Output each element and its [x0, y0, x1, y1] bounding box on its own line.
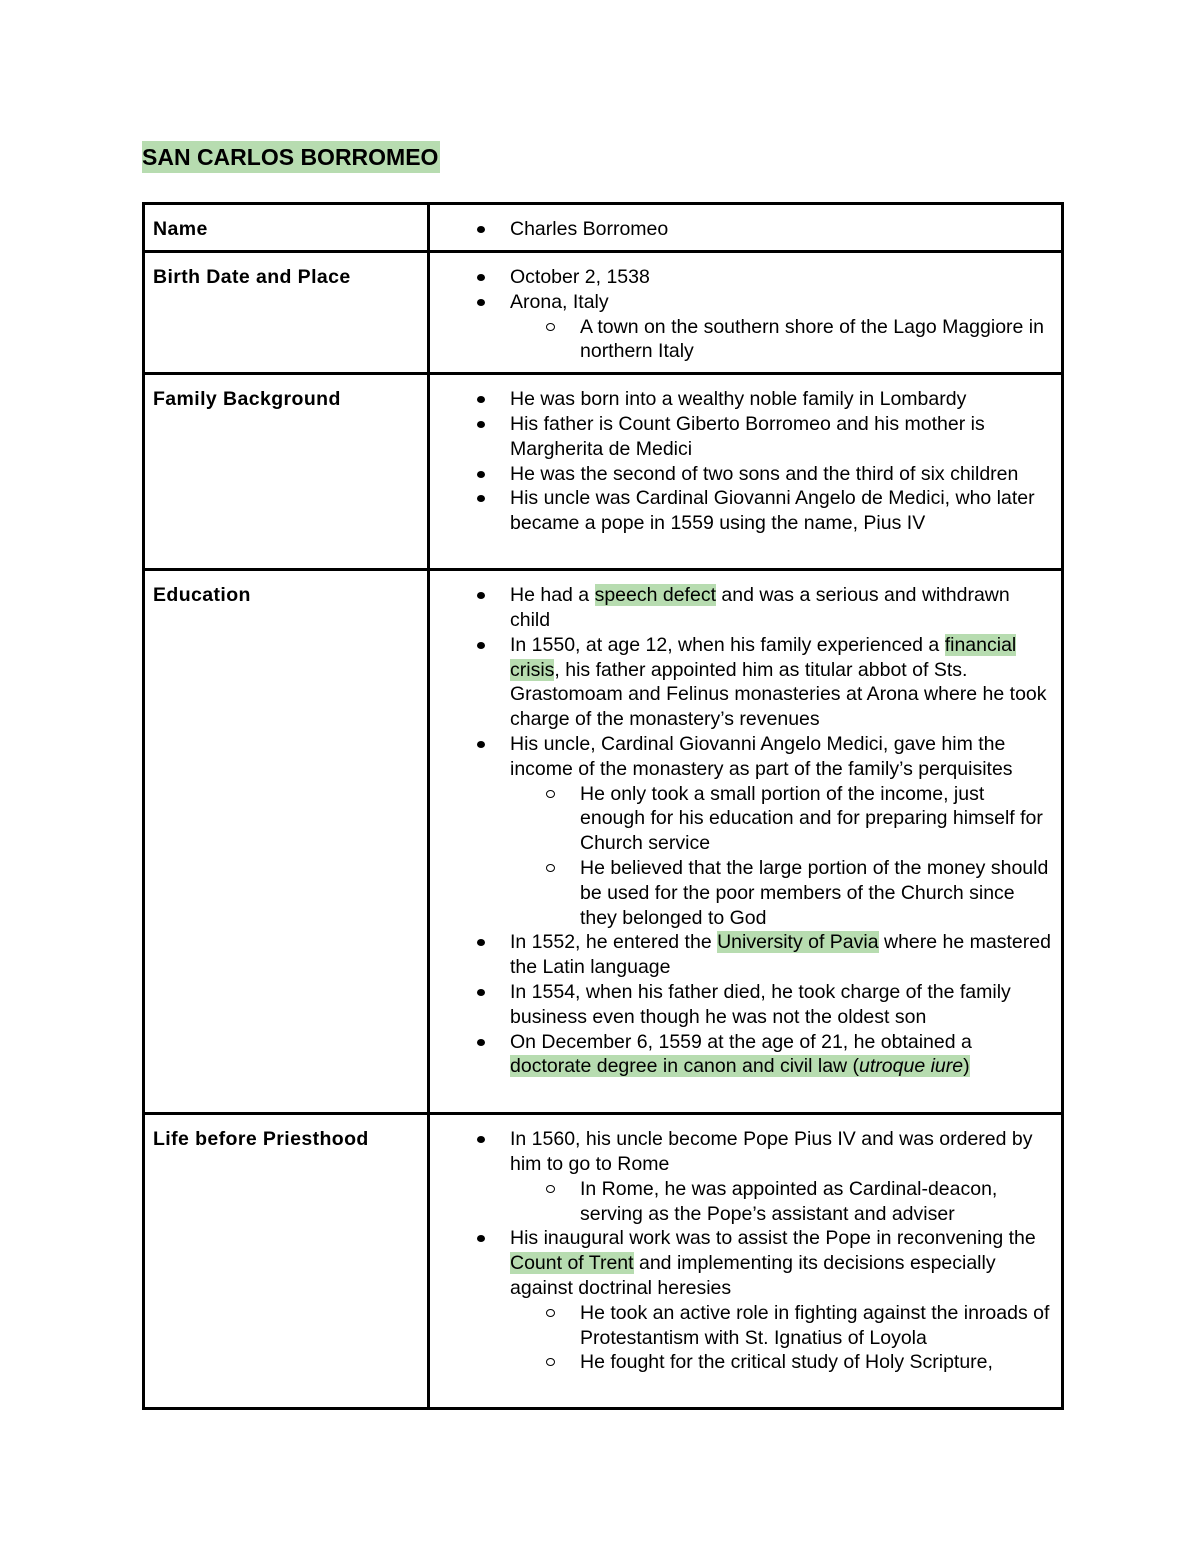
bullet-list: [430, 375, 1061, 544]
sub-bullet-list: [510, 1177, 1051, 1227]
table-row: [144, 374, 1063, 570]
text-segment: where he mastered the Latin language: [510, 931, 1051, 979]
text-segment: He was born into a wealthy noble family in Lombardy: [510, 388, 967, 411]
table-row: [144, 1114, 1063, 1409]
row-label-cell: [144, 204, 429, 252]
highlighted-text: doctorate degree in canon and civil law (: [510, 1055, 860, 1078]
text-segment: He took an active role in fighting against the inroads of Protestantism with St. Ignatius of Loyola: [580, 1301, 1050, 1349]
text-segment: October 2, 1538: [510, 266, 650, 288]
document-title: SAN CARLOS BORROMEO: [142, 141, 440, 173]
table-row: [144, 204, 1063, 252]
bullet-list: [430, 205, 1061, 250]
list-item: [430, 980, 1051, 1030]
info-table: [142, 202, 1064, 1410]
bullet-list: [430, 1115, 1061, 1383]
text-segment: His uncle was Cardinal Giovanni Angelo de Medici, who later became a pope in 1559 using the name, Pius IV: [510, 487, 1035, 535]
row-label: Name: [153, 218, 208, 240]
text-segment: Arona, Italy: [510, 290, 609, 313]
text-segment: A town on the southern shore of the Lago Maggiore in northern Italy: [580, 315, 1044, 363]
text-segment: In 1560, his uncle become Pope Pius IV and was ordered by him to go to Rome: [510, 1128, 1033, 1175]
text-segment: In 1550, at age 12, when his family experienced a: [510, 633, 945, 656]
list-item: [430, 930, 1051, 980]
list-item: [430, 217, 1051, 242]
text-segment: He only took a small portion of the income, just enough for his education and for preparing himself for Church service: [580, 782, 1043, 855]
row-label-cell: [144, 570, 429, 1114]
bullet-list: [430, 571, 1061, 1087]
highlighted-text: University of Pavia: [717, 931, 879, 954]
list-item: [430, 732, 1051, 930]
text-segment: He had a: [510, 584, 595, 607]
list-item: [430, 462, 1051, 487]
row-content-cell: [429, 374, 1063, 570]
info-table-body: [144, 204, 1063, 1409]
list-item: [430, 412, 1051, 462]
highlighted-text: Count of Trent: [510, 1252, 634, 1275]
highlighted-text: utroque iure: [859, 1055, 964, 1078]
text-segment: His inaugural work was to assist the Pope in reconvening the: [510, 1227, 1036, 1250]
list-item: [430, 265, 1051, 290]
text-segment: and was a serious and withdrawn child: [510, 584, 1010, 631]
highlighted-text: financial crisis: [510, 633, 1017, 681]
row-label-cell: [144, 374, 429, 570]
text-segment: In 1552, he entered the: [510, 931, 718, 954]
text-segment: He fought for the critical study of Holy Scripture,: [580, 1351, 993, 1374]
text-segment: He was the second of two sons and the third of six children: [510, 462, 1019, 485]
sub-list-item: [510, 315, 1051, 365]
row-content-cell: [429, 204, 1063, 252]
text-segment: and implementing its decisions especially against doctrinal heresies: [510, 1252, 996, 1299]
row-label: Family Background: [153, 388, 341, 411]
bullet-list: [430, 253, 1061, 372]
sub-list-item: [510, 1177, 1051, 1227]
list-item: [430, 387, 1051, 412]
list-item: [430, 1127, 1051, 1226]
table-row: [144, 252, 1063, 374]
row-label: Life before Priesthood: [153, 1128, 369, 1151]
sub-list-item: [510, 1350, 1051, 1375]
text-segment: On December 6, 1559 at the age of 21, he obtained a: [510, 1030, 972, 1053]
row-content-cell: [429, 570, 1063, 1114]
text-segment: His uncle, Cardinal Giovanni Angelo Medici, gave him the income of the monastery as part of the family’s perquisites: [510, 732, 1013, 780]
list-item: [430, 633, 1051, 732]
row-label-cell: [144, 1114, 429, 1409]
sub-list-item: [510, 782, 1051, 856]
row-content-cell: [429, 252, 1063, 374]
list-item: [430, 290, 1051, 364]
text-segment: He believed that the large portion of the money should be used for the poor members of the Church since they belonged to God: [580, 856, 1049, 929]
list-item: [430, 486, 1051, 536]
highlighted-text: speech defect: [594, 584, 716, 607]
sub-list-item: [510, 1301, 1051, 1351]
sub-bullet-list: [510, 782, 1051, 931]
sub-bullet-list: [510, 1301, 1051, 1375]
list-item: [430, 1226, 1051, 1375]
text-segment: In Rome, he was appointed as Cardinal-deacon, serving as the Pope’s assistant and adviser: [580, 1177, 998, 1225]
row-label: Education: [153, 584, 251, 607]
list-item: [430, 1030, 1051, 1080]
row-label-cell: [144, 252, 429, 374]
list-item: [430, 583, 1051, 633]
sub-bullet-list: [510, 315, 1051, 365]
text-segment: Charles Borromeo: [510, 218, 669, 240]
text-segment: In 1554, when his father died, he took charge of the family business even though he was not the oldest son: [510, 980, 1011, 1028]
row-label: Birth Date and Place: [153, 266, 351, 288]
highlighted-text: ): [963, 1055, 970, 1078]
text-segment: His father is Count Giberto Borromeo and his mother is Margherita de Medici: [510, 412, 985, 460]
text-segment: , his father appointed him as titular abbot of Sts. Grastomoam and Felinus monasteries at Arona where he took charge of the monastery’s revenues: [510, 658, 1047, 731]
sub-list-item: [510, 856, 1051, 930]
table-row: [144, 570, 1063, 1114]
row-content-cell: [429, 1114, 1063, 1409]
